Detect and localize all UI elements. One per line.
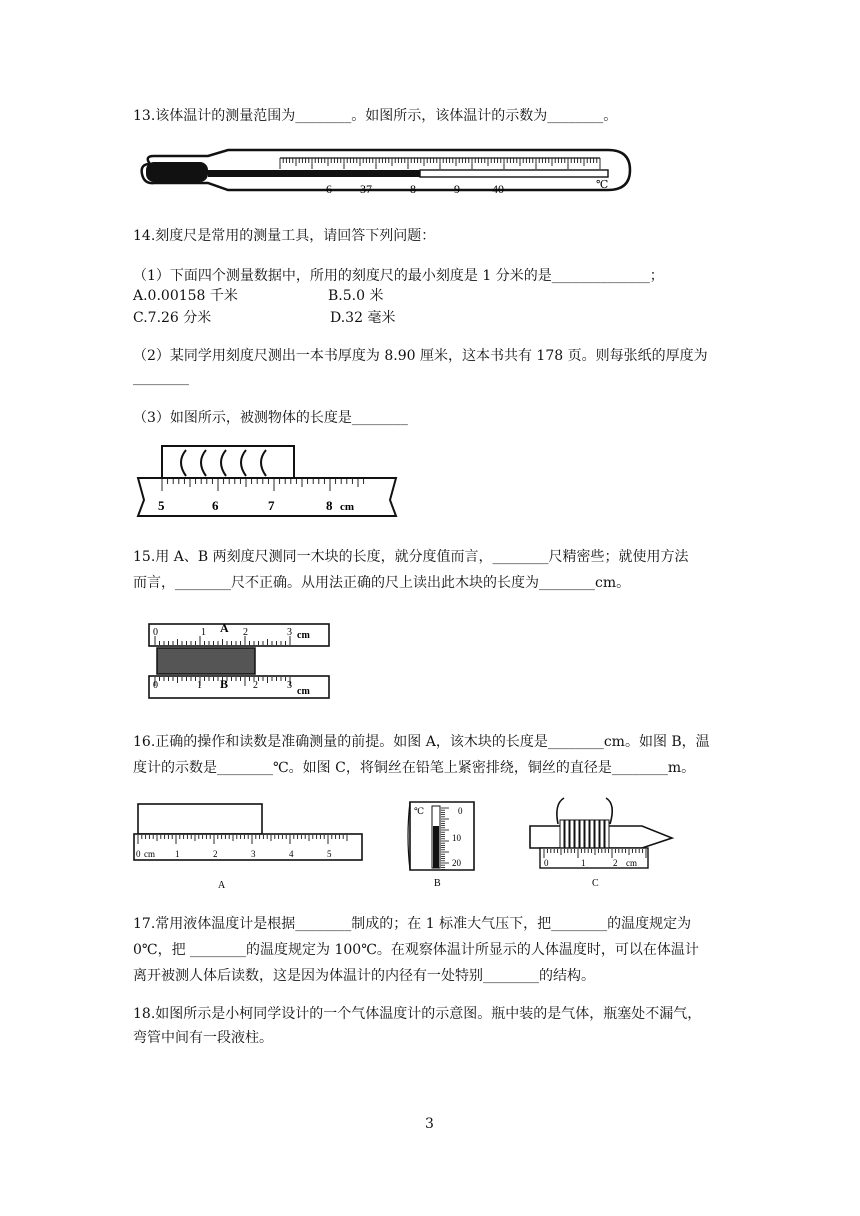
svg-text:3: 3 — [251, 849, 256, 859]
svg-text:cm: cm — [297, 630, 310, 641]
ruler-label-8: 8 — [326, 498, 333, 513]
svg-text:cm: cm — [144, 849, 155, 859]
thermo-label-37: 37 — [360, 182, 372, 196]
svg-text:2: 2 — [253, 680, 258, 691]
figure-b-caption: B — [434, 878, 441, 889]
svg-text:1: 1 — [197, 680, 202, 691]
svg-text:0: 0 — [153, 680, 158, 691]
svg-text:3: 3 — [287, 680, 292, 691]
svg-text:10: 10 — [452, 833, 461, 843]
thermo-label-6: 6 — [326, 182, 332, 196]
svg-text:0: 0 — [153, 627, 158, 638]
svg-text:2: 2 — [243, 627, 248, 638]
figure-a-caption: A — [218, 880, 226, 891]
ruler-label-6: 6 — [212, 498, 219, 513]
q14-option-b: B.5.0 米 — [328, 288, 384, 304]
svg-text:5: 5 — [327, 849, 332, 859]
page-number: 3 — [425, 1116, 434, 1132]
svg-text:3: 3 — [287, 627, 292, 638]
svg-text:2: 2 — [613, 858, 618, 868]
q17-line3: 离开被测人体后读数，这是因为体温计的内径有一处特别________的结构。 — [133, 968, 595, 984]
q14-option-d: D.32 毫米 — [330, 310, 396, 326]
svg-text:20: 20 — [452, 858, 461, 868]
ruler-label-5: 5 — [158, 498, 165, 513]
ruler-a-label: A — [220, 621, 229, 635]
svg-text:0: 0 — [544, 858, 549, 868]
svg-text:1: 1 — [201, 627, 206, 638]
svg-text:0: 0 — [458, 806, 463, 816]
figure-b-thermometer — [404, 798, 484, 896]
q14-part3: （3）如图所示，被测物体的长度是________ — [133, 410, 408, 426]
q15-line2: 而言，________尺不正确。从用法正确的尺上读出此木块的长度为________cm。 — [133, 575, 631, 591]
figure-c-wire-coil — [526, 794, 676, 898]
q16-line1: 16.正确的操作和读数是准确测量的前提。如图 A，该木块的长度是________cm。如图 B，温 — [133, 734, 710, 750]
figure-a-ruler — [128, 800, 368, 896]
ruler-object-figure — [134, 442, 404, 526]
q14-part2-line2: ________ — [133, 370, 189, 386]
svg-text:1: 1 — [175, 849, 180, 859]
svg-text:℃: ℃ — [414, 806, 425, 816]
ruler-unit: cm — [340, 501, 355, 513]
q14-stem: 14.刻度尺是常用的测量工具，请回答下列问题： — [133, 228, 436, 244]
q13-text: 13.该体温计的测量范围为________。如图所示，该体温计的示数为________。 — [133, 108, 618, 124]
svg-text:cm: cm — [626, 858, 637, 868]
svg-text:cm: cm — [297, 686, 310, 697]
q15-line1: 15.用 A、B 两刻度尺测同一木块的长度，就分度值而言，________尺精密些；就使用方法 — [133, 549, 689, 565]
thermo-label-8: 8 — [410, 182, 416, 196]
q14-option-c: C.7.26 分米 — [133, 310, 212, 326]
q14-option-a: A.0.00158 千米 — [133, 288, 238, 304]
q14-part2-line1: （2）某同学用刻度尺测出一本书厚度为 8.90 厘米，这本书共有 178 页。则每张纸的厚度为 — [133, 348, 708, 364]
thermo-unit: ℃ — [596, 179, 609, 191]
svg-text:4: 4 — [289, 849, 294, 859]
q18-line1: 18.如图所示是小柯同学设计的一个气体温度计的示意图。瓶中装的是气体，瓶塞处不漏气， — [133, 1006, 702, 1022]
q18-line2: 弯管中间有一段液柱。 — [133, 1030, 273, 1046]
clinical-thermometer-figure — [138, 142, 638, 202]
thermo-label-40: 40 — [492, 182, 504, 196]
thermo-label-9: 9 — [454, 182, 460, 196]
svg-text:1: 1 — [581, 858, 586, 868]
figure-c-caption: C — [592, 878, 599, 889]
svg-text:0: 0 — [136, 849, 141, 859]
ruler-label-7: 7 — [268, 498, 275, 513]
ruler-b-label: B — [220, 677, 229, 691]
q17-line1: 17.常用液体温度计是根据________制成的；在 1 标准大气压下，把________的温度规定为 — [133, 916, 692, 932]
q14-part1: （1）下面四个测量数据中，所用的刻度尺的最小刻度是 1 分米的是______________； — [133, 268, 664, 284]
q17-line2: 0℃，把 ________的温度规定为 100℃。在观察体温计所显示的人体温度时，可以在体温计 — [133, 942, 699, 958]
svg-text:2: 2 — [213, 849, 218, 859]
q16-line2: 度计的示数是________℃。如图 C，将铜丝在铅笔上紧密排绕，铜丝的直径是________m。 — [133, 760, 696, 776]
two-rulers-figure — [145, 618, 335, 708]
